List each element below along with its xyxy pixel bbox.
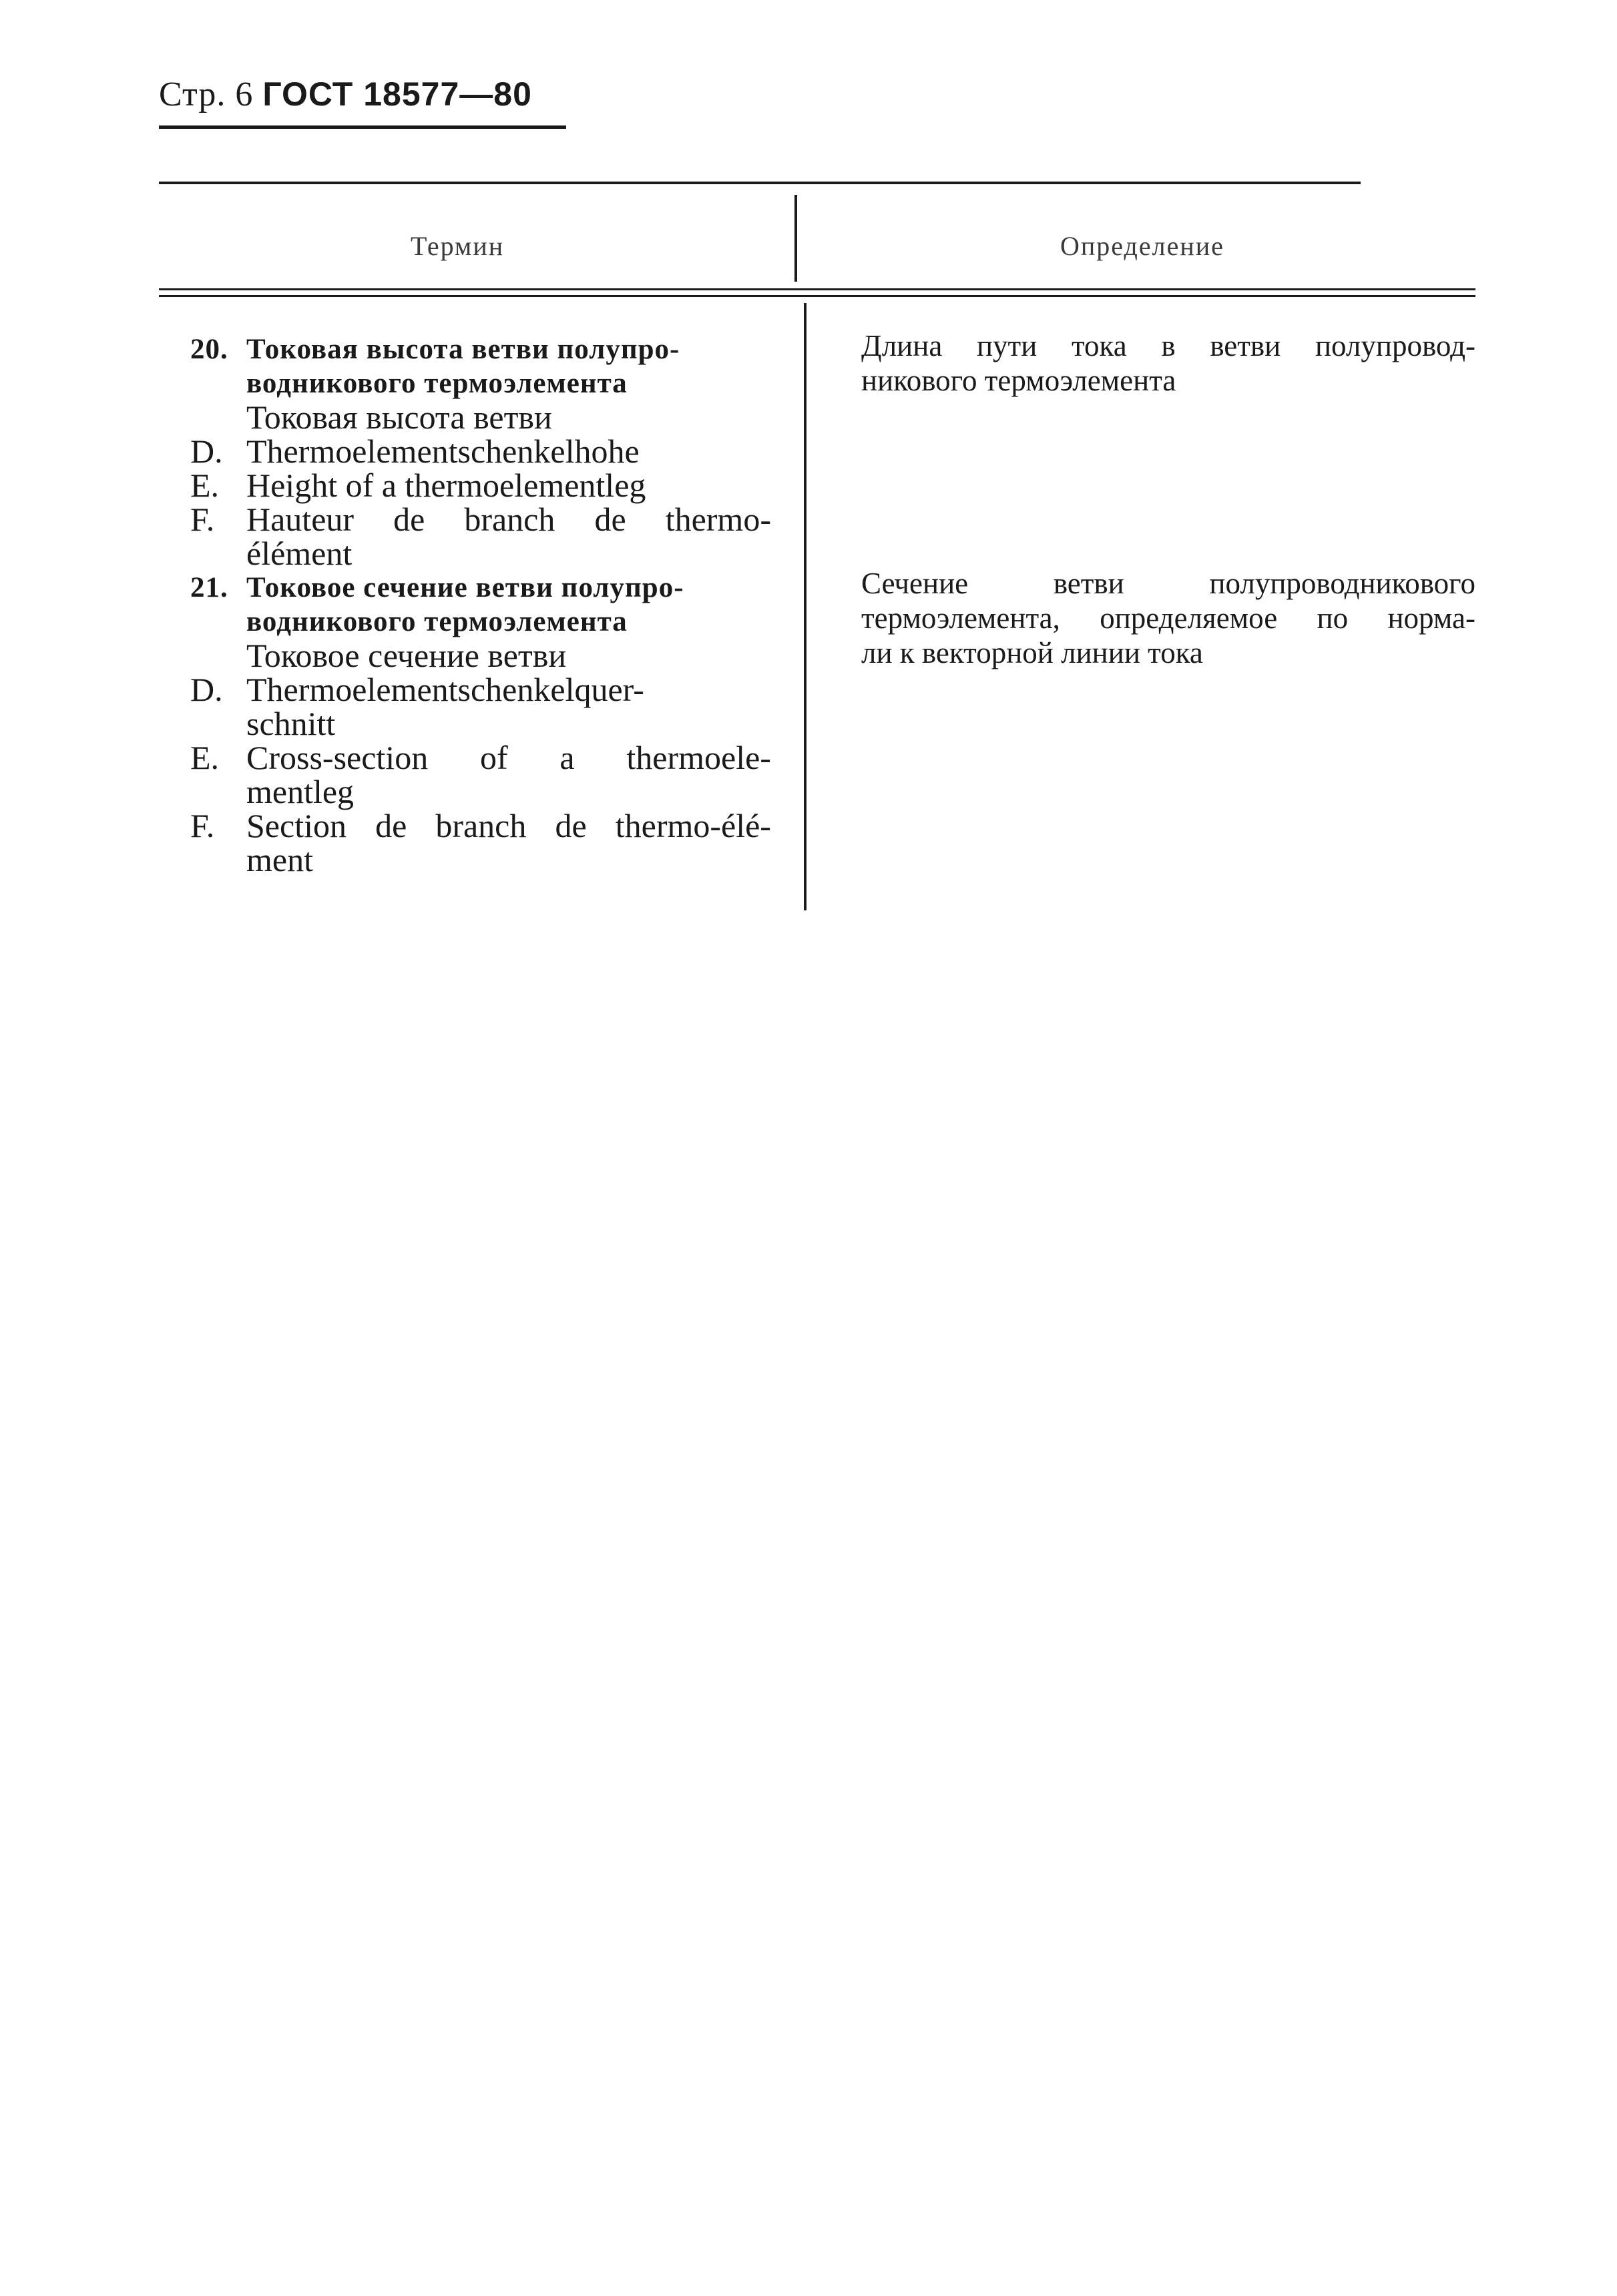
term-short-form: Токовая высота ветви xyxy=(246,398,552,436)
word: полупровод- xyxy=(1315,329,1475,362)
word: thermoele- xyxy=(626,739,771,776)
word: branch xyxy=(464,501,555,538)
page-header xyxy=(159,75,532,114)
german-equivalent-cont: schnitt xyxy=(246,705,336,742)
word: de xyxy=(555,807,587,844)
french-equivalent-cont: ment xyxy=(246,841,313,878)
language-marker: E. xyxy=(190,467,220,504)
word: Hauteur xyxy=(246,501,355,538)
word: de xyxy=(375,807,407,844)
word: thermo- xyxy=(665,501,771,538)
english-equivalent: Height of a thermoelementleg xyxy=(246,467,646,504)
language-marker: F. xyxy=(190,807,215,844)
word: Cross-section xyxy=(246,739,429,776)
term-number: 20. xyxy=(190,334,228,365)
term-german xyxy=(190,673,771,707)
english-equivalent xyxy=(246,741,771,775)
term-entry-21 xyxy=(190,571,771,877)
term-entry-20 xyxy=(190,332,771,571)
definition-21 xyxy=(861,566,1475,670)
french-equivalent xyxy=(246,503,771,537)
word: thermo-élé- xyxy=(615,807,771,844)
term-short-form: Токовое сечение ветви xyxy=(246,637,567,674)
table-top-rule xyxy=(159,182,1361,184)
term-french xyxy=(190,503,771,537)
word: в xyxy=(1161,329,1176,362)
word: полупроводникового xyxy=(1209,567,1475,600)
standard-number: ГОСТ 18577—80 xyxy=(262,75,532,113)
header-bottom-rule-double xyxy=(159,295,1475,297)
term-french xyxy=(190,809,771,843)
word: по xyxy=(1317,601,1349,635)
french-equivalent-cont: élément xyxy=(246,535,353,572)
french-equivalent xyxy=(246,809,771,843)
column-header-term: Термин xyxy=(411,231,505,261)
word: Section xyxy=(246,807,346,844)
term-english xyxy=(190,741,771,775)
language-marker: D. xyxy=(190,433,223,470)
term-title-line: водникового термоэлемента xyxy=(246,606,628,637)
language-marker: D. xyxy=(190,671,223,708)
definition-line xyxy=(861,566,1475,601)
word: Длина xyxy=(861,329,943,362)
word: определяемое xyxy=(1100,601,1278,635)
language-marker: F. xyxy=(190,501,215,538)
word: норма- xyxy=(1387,601,1475,635)
term-title-line xyxy=(190,332,771,366)
word: de xyxy=(594,501,626,538)
column-divider-body xyxy=(804,303,806,910)
term-number: 21. xyxy=(190,572,228,603)
term-english xyxy=(190,469,771,503)
word: термоэлемента, xyxy=(861,601,1060,635)
german-equivalent: Thermoelementschenkelquer- xyxy=(246,671,644,708)
term-german xyxy=(190,435,771,469)
column-divider-head xyxy=(794,195,797,282)
word: тока xyxy=(1071,329,1127,362)
german-equivalent: Thermoelementschenkelhohe xyxy=(246,433,640,470)
word: de xyxy=(393,501,425,538)
word: Сечение xyxy=(861,567,969,600)
word: ветви xyxy=(1210,329,1281,362)
term-title: Токовое сечение ветви полупро- xyxy=(246,572,684,603)
header-rule xyxy=(159,125,566,129)
page-number: Стр. 6 xyxy=(159,75,254,113)
term-title: Токовая высота ветви полупро- xyxy=(246,334,680,365)
english-equivalent-cont: mentleg xyxy=(246,773,355,810)
terms-column xyxy=(190,332,771,877)
column-header-definition: Определение xyxy=(1060,231,1224,261)
word: branch xyxy=(435,807,527,844)
word: of xyxy=(479,739,508,776)
word: пути xyxy=(976,329,1037,362)
term-title-line xyxy=(190,571,771,605)
definition-line xyxy=(861,328,1475,363)
language-marker: E. xyxy=(190,739,220,776)
definition-line xyxy=(861,601,1475,635)
term-title-line: водникового термоэлемента xyxy=(246,368,628,399)
definition-line: никового термоэлемента xyxy=(861,364,1176,397)
definition-20 xyxy=(861,328,1475,398)
word: ветви xyxy=(1053,567,1124,600)
word: a xyxy=(559,739,575,776)
header-bottom-rule xyxy=(159,288,1475,290)
definition-line: ли к векторной линии тока xyxy=(861,636,1203,669)
